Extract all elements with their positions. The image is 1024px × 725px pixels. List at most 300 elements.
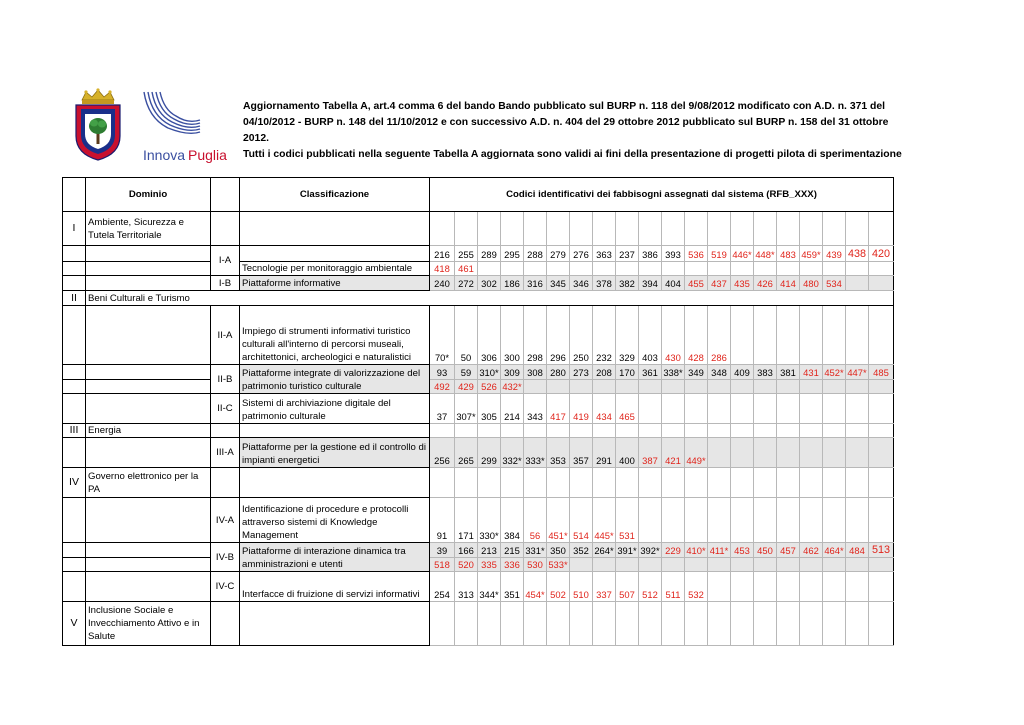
domain-name (86, 365, 211, 380)
empty-cell (777, 212, 800, 246)
rfb-code-cell (430, 558, 455, 572)
rfb-code-cell (616, 498, 639, 543)
rfb-code: 308 (527, 367, 543, 378)
rfb-code-cell (478, 438, 501, 468)
rfb-code-cell (524, 438, 547, 468)
domain-name: Inclusione Sociale e Invecchiamento Attivo e in Salute (86, 602, 211, 646)
rfb-code-cell (593, 438, 616, 468)
empty-cell (777, 558, 800, 572)
empty-cell (708, 262, 731, 276)
rfb-code-cell (823, 543, 846, 558)
classification-label: Piattaforme integrate di valorizzazione del patrimonio turistico culturale (240, 365, 430, 394)
rfb-code-cell (662, 365, 685, 380)
empty-cell (501, 262, 524, 276)
rfb-code: 330* (479, 530, 499, 541)
empty-cell (524, 424, 547, 438)
rfb-code-cell (524, 558, 547, 572)
header-line-2: 04/10/2012 - BURP n. 148 del 11/10/2012 e con successivo A.D. n. 404 del 29 ottobre 2012 pubblicato sul BURP n. 158 del 31 ottobre (243, 117, 889, 128)
empty-cell (662, 394, 685, 424)
empty-cell (823, 262, 846, 276)
empty-cell (869, 212, 894, 246)
domain-name (86, 276, 211, 291)
rfb-code-cell (430, 572, 455, 602)
domain-number: V (63, 602, 86, 646)
empty-cell (524, 212, 547, 246)
empty-cell (455, 468, 478, 498)
rfb-code: 534 (826, 278, 842, 289)
rfb-code: 480 (803, 278, 819, 289)
rfb-code: 513 (871, 544, 890, 556)
rfb-code-cell (846, 246, 869, 262)
rfb-code-cell (524, 365, 547, 380)
empty-cell (639, 602, 662, 646)
empty-cell (662, 468, 685, 498)
rfb-code: 349 (688, 367, 704, 378)
empty-cell (685, 602, 708, 646)
empty-cell (823, 306, 846, 365)
empty-cell (593, 558, 616, 572)
rfb-code-cell (639, 365, 662, 380)
empty-cell (662, 262, 685, 276)
empty-cell (685, 380, 708, 394)
empty-cell (708, 558, 731, 572)
rfb-code-cell (455, 438, 478, 468)
rfb-code: 214 (504, 411, 520, 422)
rfb-code: 383 (757, 367, 773, 378)
empty-cell (800, 498, 823, 543)
rfb-code-cell (662, 438, 685, 468)
rfb-code-cell (570, 306, 593, 365)
rfb-code-cell (616, 543, 639, 558)
domain-name: Energia (86, 424, 211, 438)
rfb-code: 310* (479, 367, 499, 378)
rfb-code: 296 (550, 352, 566, 363)
rfb-code-cell (501, 572, 524, 602)
classification-code (211, 602, 240, 646)
empty-cell (777, 572, 800, 602)
rfb-code-cell (754, 276, 777, 291)
rfb-code-cell (501, 438, 524, 468)
empty-cell (616, 380, 639, 394)
rfb-code-cell (455, 394, 478, 424)
rfb-code-cell (501, 306, 524, 365)
domain-number (63, 306, 86, 365)
rfb-code-cell (846, 543, 869, 558)
rfb-code: 357 (573, 455, 589, 466)
empty-cell (823, 380, 846, 394)
rfb-code: 50 (460, 352, 472, 363)
rfb-code: 400 (619, 455, 635, 466)
empty-cell (478, 424, 501, 438)
domain-name: Beni Culturali e Turismo (86, 291, 894, 306)
rfb-code-cell (455, 262, 478, 276)
empty-cell (501, 468, 524, 498)
empty-cell (570, 212, 593, 246)
rfb-code-cell (662, 246, 685, 262)
domain-number: II (63, 291, 86, 306)
empty-cell (430, 468, 455, 498)
rfb-code: 411* (709, 545, 729, 556)
classification-row (63, 543, 894, 558)
empty-cell (662, 424, 685, 438)
empty-cell (478, 602, 501, 646)
rfb-code: 240 (434, 278, 450, 289)
empty-cell (823, 394, 846, 424)
rfb-code-cell (685, 365, 708, 380)
rfb-code-cell (478, 572, 501, 602)
header-line-1: Aggiornamento Tabella A, art.4 comma 6 del bando Bando pubblicato sul BURP n. 118 del 9/08/2012 modificato con A.D. n. 371 del (243, 101, 886, 112)
domain-number: I (63, 212, 86, 246)
rfb-code-cell (777, 365, 800, 380)
region-coat-of-arms-logo (70, 88, 235, 168)
rfb-code: 429 (458, 381, 474, 392)
classification-row (63, 365, 894, 380)
empty-cell (547, 212, 570, 246)
rfb-code: 286 (711, 352, 727, 363)
empty-cell (823, 468, 846, 498)
domain-number (63, 262, 86, 276)
empty-cell (455, 424, 478, 438)
empty-cell (777, 262, 800, 276)
rfb-code: 338* (663, 367, 683, 378)
empty-cell (616, 262, 639, 276)
rfb-code-cell (777, 246, 800, 262)
rfb-code-cell (685, 543, 708, 558)
rfb-code-cell (455, 498, 478, 543)
rfb-code-cell (478, 276, 501, 291)
rfb-code: 59 (460, 367, 472, 378)
empty-cell (708, 212, 731, 246)
rfb-code: 254 (434, 589, 450, 600)
classification-label (240, 246, 430, 262)
rfb-code: 386 (642, 249, 658, 260)
rfb-code-cell (616, 276, 639, 291)
empty-cell (570, 380, 593, 394)
empty-cell (846, 572, 869, 602)
classification-label (240, 424, 430, 438)
empty-cell (846, 558, 869, 572)
empty-cell (869, 380, 894, 394)
empty-cell (731, 438, 754, 468)
empty-cell (869, 438, 894, 468)
empty-cell (800, 380, 823, 394)
rfb-code: 446* (732, 249, 752, 260)
rfb-code-cell (547, 543, 570, 558)
domain-name (86, 498, 211, 543)
rfb-code: 93 (436, 367, 448, 378)
rfb-code-cell (731, 246, 754, 262)
empty-cell (823, 602, 846, 646)
rfb-code-cell (455, 246, 478, 262)
rfb-code-cell (501, 394, 524, 424)
empty-cell (869, 498, 894, 543)
rfb-code-cell (685, 276, 708, 291)
classification-code (211, 468, 240, 498)
empty-cell (547, 602, 570, 646)
empty-cell (616, 558, 639, 572)
rfb-code-cell (800, 365, 823, 380)
rfb-code: 435 (734, 278, 750, 289)
rfb-code-cell (754, 543, 777, 558)
rfb-code-cell (524, 394, 547, 424)
empty-cell (639, 212, 662, 246)
empty-cell (570, 424, 593, 438)
rfb-code-cell (708, 365, 731, 380)
empty-cell (777, 602, 800, 646)
domain-number (63, 246, 86, 262)
rfb-code-cell (639, 276, 662, 291)
rfb-code-cell (570, 276, 593, 291)
rfb-code-cell (524, 306, 547, 365)
header-codici: Codici identificativi dei fabbisogni assegnati dal sistema (RFB_XXX) (430, 178, 894, 212)
empty-cell (869, 394, 894, 424)
rfb-code: 462 (803, 545, 819, 556)
rfb-code: 329 (619, 352, 635, 363)
rfb-code-cell (593, 394, 616, 424)
rfb-code-cell (430, 262, 455, 276)
classification-row (63, 246, 894, 262)
rfb-code-cell (593, 498, 616, 543)
empty-cell (662, 498, 685, 543)
classification-row (63, 306, 894, 365)
empty-cell (731, 498, 754, 543)
rfb-code-cell (570, 365, 593, 380)
rfb-code-cell (685, 306, 708, 365)
empty-cell (547, 262, 570, 276)
empty-cell (800, 394, 823, 424)
rfb-code-cell (524, 276, 547, 291)
rfb-code-cell (547, 438, 570, 468)
rfb-code-cell (430, 498, 455, 543)
rfb-code-cell (478, 365, 501, 380)
empty-cell (754, 572, 777, 602)
empty-cell (478, 468, 501, 498)
rfb-code-cell (593, 246, 616, 262)
rfb-code-cell (430, 543, 455, 558)
empty-cell (731, 306, 754, 365)
rfb-code-cell (455, 365, 478, 380)
rfb-code-cell (685, 572, 708, 602)
rfb-code-cell (662, 306, 685, 365)
table-a (62, 177, 894, 646)
rfb-code: 208 (596, 367, 612, 378)
rfb-code: 459* (801, 249, 821, 260)
rfb-code-cell (800, 246, 823, 262)
empty-cell (570, 558, 593, 572)
header-classificazione: Classificazione (240, 178, 430, 212)
empty-cell (823, 438, 846, 468)
rfb-code-cell (800, 276, 823, 291)
rfb-code-cell (593, 572, 616, 602)
empty-cell (754, 262, 777, 276)
rfb-code: 382 (619, 278, 635, 289)
rfb-code: 299 (481, 455, 497, 466)
empty-cell (731, 558, 754, 572)
empty-cell (639, 262, 662, 276)
rfb-code-cell (639, 572, 662, 602)
domain-name (86, 438, 211, 468)
rfb-code-cell (685, 438, 708, 468)
domain-number (63, 498, 86, 543)
rfb-code-cell (547, 498, 570, 543)
empty-cell (524, 262, 547, 276)
rfb-code: 419 (573, 411, 589, 422)
rfb-code: 213 (481, 545, 497, 556)
rfb-code: 250 (573, 352, 589, 363)
empty-cell (731, 602, 754, 646)
domain-name (86, 572, 211, 602)
empty-cell (754, 380, 777, 394)
empty-cell (455, 212, 478, 246)
rfb-code-cell (754, 365, 777, 380)
rfb-code: 351 (504, 589, 520, 600)
empty-cell (731, 212, 754, 246)
rfb-code-cell (662, 543, 685, 558)
rfb-code: 291 (596, 455, 612, 466)
empty-cell (869, 424, 894, 438)
classification-code: II-C (211, 394, 240, 424)
domain-row (63, 468, 894, 498)
rfb-code: 279 (550, 249, 566, 260)
empty-cell (777, 306, 800, 365)
rfb-code-cell (478, 558, 501, 572)
domain-name (86, 543, 211, 558)
rfb-code: 384 (504, 530, 520, 541)
rfb-code-cell (478, 246, 501, 262)
rfb-code: 361 (642, 367, 658, 378)
rfb-code: 316 (527, 278, 543, 289)
rfb-code-cell (478, 498, 501, 543)
empty-cell (823, 498, 846, 543)
empty-cell (662, 602, 685, 646)
rfb-code-cell (616, 306, 639, 365)
rfb-code-cell (524, 498, 547, 543)
rfb-code: 331* (525, 545, 545, 556)
rfb-code: 265 (458, 455, 474, 466)
domain-number: III (63, 424, 86, 438)
rfb-code-cell (455, 380, 478, 394)
empty-cell (800, 438, 823, 468)
classification-label: Sistemi di archiviazione digitale del patrimonio culturale (240, 394, 430, 424)
rfb-code: 255 (458, 249, 474, 260)
rfb-code: 519 (711, 249, 727, 260)
domain-number (63, 438, 86, 468)
rfb-code: 305 (481, 411, 497, 422)
domain-number (63, 276, 86, 291)
empty-cell (754, 602, 777, 646)
rfb-code: 438 (847, 248, 866, 260)
rfb-code-cell (455, 306, 478, 365)
rfb-code-cell (846, 365, 869, 380)
empty-cell (430, 424, 455, 438)
empty-cell (846, 498, 869, 543)
rfb-code: 387 (642, 455, 658, 466)
rfb-code: 510 (573, 589, 589, 600)
rfb-code: 417 (550, 411, 566, 422)
empty-cell (639, 468, 662, 498)
rfb-code: 465 (619, 411, 635, 422)
rfb-code-cell (731, 276, 754, 291)
rfb-code: 484 (849, 545, 865, 556)
rfb-code-cell (430, 380, 455, 394)
rfb-code: 404 (665, 278, 681, 289)
classification-label: Piattaforme informative (240, 276, 430, 291)
rfb-code: 448* (755, 249, 775, 260)
rfb-code-cell (570, 572, 593, 602)
rfb-code: 332* (502, 455, 522, 466)
empty-cell (777, 468, 800, 498)
rfb-code-cell (570, 246, 593, 262)
empty-cell (869, 572, 894, 602)
rfb-code: 418 (434, 263, 450, 274)
rfb-code-cell (593, 276, 616, 291)
rfb-code-cell (731, 365, 754, 380)
rfb-code-cell (708, 306, 731, 365)
empty-cell (800, 602, 823, 646)
classification-row (63, 380, 894, 394)
rfb-code: 439 (826, 249, 842, 260)
logo (70, 88, 235, 168)
rfb-code-cell (823, 246, 846, 262)
rfb-code: 403 (642, 352, 658, 363)
empty-cell (846, 306, 869, 365)
table-header-row (63, 178, 894, 212)
empty-cell (455, 602, 478, 646)
rfb-code-cell (593, 365, 616, 380)
empty-cell (708, 602, 731, 646)
rfb-code: 414 (780, 278, 796, 289)
rfb-code-cell (430, 246, 455, 262)
rfb-code-cell (455, 276, 478, 291)
rfb-code: 464* (824, 545, 844, 556)
empty-cell (570, 262, 593, 276)
empty-cell (616, 468, 639, 498)
rfb-code-cell (547, 572, 570, 602)
rfb-code: 420 (871, 248, 890, 260)
rfb-code-cell (455, 543, 478, 558)
rfb-code: 229 (665, 545, 681, 556)
domain-number (63, 543, 86, 558)
rfb-code: 449* (686, 455, 706, 466)
empty-cell (524, 380, 547, 394)
empty-cell (800, 558, 823, 572)
rfb-code: 430 (665, 352, 681, 363)
rfb-code: 288 (527, 249, 543, 260)
empty-cell (846, 602, 869, 646)
empty-cell (777, 438, 800, 468)
empty-cell (823, 558, 846, 572)
rfb-code: 295 (504, 249, 520, 260)
empty-cell (731, 572, 754, 602)
classification-row (63, 558, 894, 572)
empty-cell (501, 424, 524, 438)
empty-cell (754, 394, 777, 424)
domain-number: IV (63, 468, 86, 498)
rfb-code-cell (501, 498, 524, 543)
rfb-code-cell (708, 276, 731, 291)
empty-cell (662, 380, 685, 394)
rfb-code: 91 (436, 530, 448, 541)
rfb-code: 511 (665, 589, 681, 600)
empty-cell (754, 212, 777, 246)
rfb-code: 186 (504, 278, 520, 289)
rfb-code: 345 (550, 278, 566, 289)
rfb-code-cell (501, 246, 524, 262)
rfb-code: 256 (434, 455, 450, 466)
header-line-3: 2012. (243, 133, 270, 144)
rfb-code: 333* (525, 455, 545, 466)
rfb-code: 432* (502, 381, 522, 392)
